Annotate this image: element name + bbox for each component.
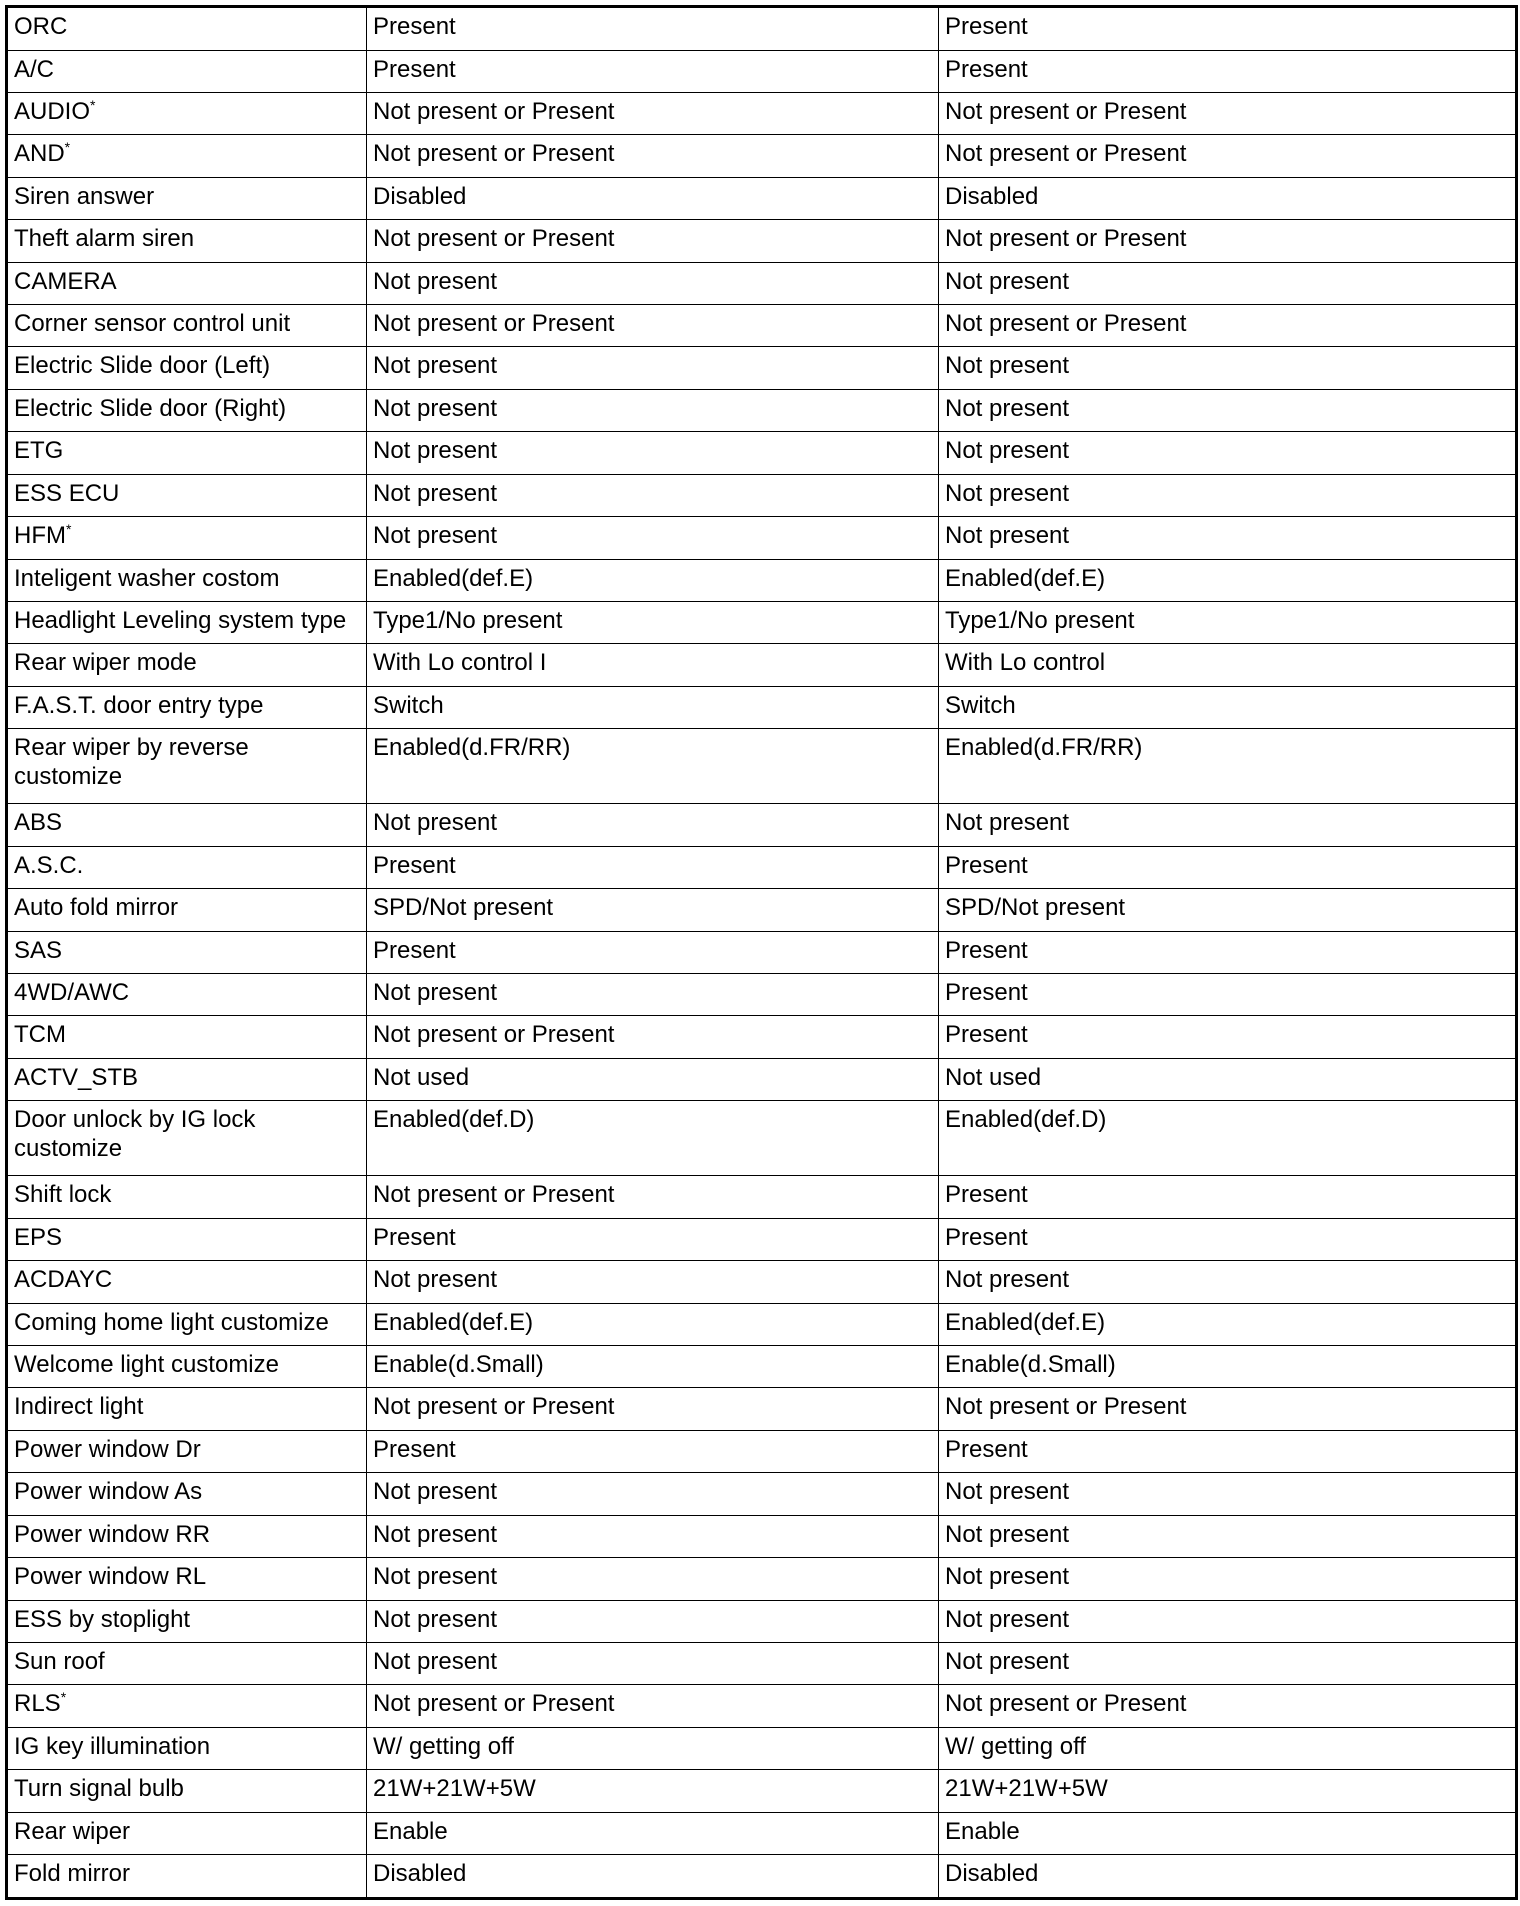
value-cell-col2: Not present or Present [367, 92, 939, 134]
value-cell-col3: Present [939, 846, 1517, 888]
value-cell-col3: Not present or Present [939, 1685, 1517, 1727]
table-row [7, 1101, 1517, 1176]
value-cell-col3: Not present [939, 474, 1517, 516]
value-cell-col3: Present [939, 974, 1517, 1016]
table-row [7, 559, 1517, 601]
item-name: Fold mirror [14, 1860, 131, 1888]
table-row [7, 517, 1517, 559]
value-cell-col2: Disabled [367, 1855, 939, 1899]
item-name-cell [7, 974, 367, 1016]
table-row [7, 220, 1517, 262]
value-cell-col2: Not present or Present [367, 1176, 939, 1218]
value-cell-col2: Present [367, 50, 939, 92]
value-cell-col3: Enabled(d.FR/RR) [939, 729, 1517, 804]
value-cell-col2: Not present [367, 1642, 939, 1684]
table-row [7, 135, 1517, 177]
item-name-cell [7, 262, 367, 304]
item-name-cell [7, 1855, 367, 1899]
item-name-cell [7, 1770, 367, 1812]
item-name: CAMERA [14, 267, 117, 295]
value-cell-col2: Not present [367, 517, 939, 559]
value-cell-col3: Not present or Present [939, 220, 1517, 262]
item-name: RLS [14, 1690, 61, 1718]
item-name-cell [7, 602, 367, 644]
table-row [7, 1855, 1517, 1899]
footnote-marker: * [90, 96, 96, 113]
footnote-marker: * [64, 139, 71, 156]
table-row [7, 305, 1517, 347]
item-name-cell [7, 1473, 367, 1515]
value-cell-col3: Present [939, 50, 1517, 92]
item-name: EPS [14, 1223, 63, 1251]
item-name-cell [7, 50, 367, 92]
footnote-marker: * [60, 1689, 67, 1706]
table-row [7, 1473, 1517, 1515]
item-name-cell [7, 1261, 367, 1303]
item-name-cell [7, 644, 367, 686]
value-cell-col2: Not present [367, 1261, 939, 1303]
value-cell-col3: Not present [939, 804, 1517, 846]
item-name-cell [7, 889, 367, 931]
table-row [7, 1430, 1517, 1472]
value-cell-col2: Not present [367, 474, 939, 516]
item-name: A.S.C. [14, 851, 84, 879]
value-cell-col2: With Lo control I [367, 644, 939, 686]
value-cell-col3: Not present [939, 262, 1517, 304]
table-row [7, 92, 1517, 134]
item-name-cell [7, 1812, 367, 1854]
item-name-cell [7, 1685, 367, 1727]
item-name: Electric Slide door (Left) [14, 352, 271, 380]
item-name-cell [7, 347, 367, 389]
value-cell-col2: Not present or Present [367, 1388, 939, 1430]
value-cell-col3: Present [939, 1218, 1517, 1260]
value-cell-col2: 21W+21W+5W [367, 1770, 939, 1812]
table-row [7, 1346, 1517, 1388]
item-name-cell [7, 135, 367, 177]
table-row [7, 177, 1517, 219]
value-cell-col3: Not present [939, 347, 1517, 389]
table-row [7, 974, 1517, 1016]
value-cell-col2: SPD/Not present [367, 889, 939, 931]
value-cell-col2: Not present [367, 432, 939, 474]
item-name: Indirect light [14, 1393, 144, 1421]
value-cell-col2: Present [367, 931, 939, 973]
item-name: Power window RL [14, 1563, 207, 1591]
value-cell-col3: Not present [939, 1600, 1517, 1642]
table-row [7, 931, 1517, 973]
value-cell-col2: Not used [367, 1058, 939, 1100]
item-name-cell [7, 1346, 367, 1388]
value-cell-col3: Present [939, 1430, 1517, 1472]
value-cell-col2: Present [367, 1218, 939, 1260]
item-name-cell [7, 1218, 367, 1260]
item-name: Siren answer [14, 182, 155, 210]
item-name-cell [7, 1388, 367, 1430]
item-name-cell [7, 1101, 367, 1176]
value-cell-col3: Enable [939, 1812, 1517, 1854]
item-name-cell [7, 686, 367, 728]
table-row [7, 7, 1517, 51]
item-name-cell [7, 804, 367, 846]
value-cell-col2: Not present [367, 804, 939, 846]
item-name: ABS [14, 809, 63, 837]
value-cell-col3: SPD/Not present [939, 889, 1517, 931]
value-cell-col3: Present [939, 7, 1517, 51]
value-cell-col2: Not present [367, 1600, 939, 1642]
item-name-cell [7, 220, 367, 262]
value-cell-col3: Enabled(def.E) [939, 1303, 1517, 1345]
item-name: ESS ECU [14, 479, 120, 507]
value-cell-col3: Present [939, 1016, 1517, 1058]
value-cell-col3: 21W+21W+5W [939, 1770, 1517, 1812]
item-name: ORC [14, 13, 68, 40]
table-row [7, 1058, 1517, 1100]
table-row [7, 644, 1517, 686]
item-name-cell [7, 432, 367, 474]
value-cell-col3: Not present [939, 1642, 1517, 1684]
item-name: Headlight Leveling system type [14, 607, 347, 634]
item-name: Corner sensor control unit [14, 310, 291, 338]
value-cell-col2: Present [367, 1430, 939, 1472]
table-row [7, 1388, 1517, 1430]
value-cell-col3: W/ getting off [939, 1727, 1517, 1769]
value-cell-col2: Enabled(def.E) [367, 1303, 939, 1345]
item-name-cell [7, 389, 367, 431]
item-name-cell [7, 1430, 367, 1472]
table-row [7, 1600, 1517, 1642]
value-cell-col2: Not present or Present [367, 135, 939, 177]
item-name-cell [7, 305, 367, 347]
value-cell-col3: Not present or Present [939, 1388, 1517, 1430]
item-name-cell [7, 1058, 367, 1100]
value-cell-col3: Not present [939, 517, 1517, 559]
table-row [7, 602, 1517, 644]
value-cell-col2: Type1/No present [367, 602, 939, 644]
table-row [7, 389, 1517, 431]
table-row [7, 729, 1517, 804]
table-row [7, 1515, 1517, 1557]
table-row [7, 1727, 1517, 1769]
value-cell-col2: Enabled(d.FR/RR) [367, 729, 939, 804]
item-name: Rear wiper mode [14, 649, 197, 677]
item-name: Inteligent washer costom [14, 564, 280, 592]
value-cell-col2: Enabled(def.D) [367, 1101, 939, 1176]
item-name: Power window Dr [14, 1435, 201, 1463]
table-row [7, 686, 1517, 728]
item-name-cell [7, 517, 367, 559]
value-cell-col2: Not present or Present [367, 1685, 939, 1727]
item-name: ACDAYC [14, 1266, 113, 1294]
item-name-cell [7, 1727, 367, 1769]
item-name-cell [7, 559, 367, 601]
value-cell-col3: Not present or Present [939, 135, 1517, 177]
item-name: ESS by stoplight [14, 1605, 191, 1633]
value-cell-col2: Not present [367, 1473, 939, 1515]
table-row [7, 1770, 1517, 1812]
item-name: TCM [14, 1021, 66, 1049]
value-cell-col3: Not present [939, 1473, 1517, 1515]
item-name: Power window As [14, 1478, 203, 1506]
value-cell-col2: W/ getting off [367, 1727, 939, 1769]
table-row [7, 804, 1517, 846]
item-name: AND [14, 140, 65, 168]
item-name-cell [7, 1600, 367, 1642]
value-cell-col3: Present [939, 931, 1517, 973]
item-name-cell [7, 474, 367, 516]
table-row [7, 347, 1517, 389]
item-name: ACTV_STB [14, 1063, 139, 1091]
value-cell-col2: Enable [367, 1812, 939, 1854]
value-cell-col3: Not present or Present [939, 92, 1517, 134]
value-cell-col3: Type1/No present [939, 602, 1517, 644]
table-body [7, 7, 1517, 1899]
item-name: AUDIO [14, 97, 91, 125]
item-name-cell [7, 1303, 367, 1345]
item-name-cell [7, 931, 367, 973]
item-name-cell [7, 846, 367, 888]
value-cell-col2: Not present [367, 974, 939, 1016]
item-name: Electric Slide door (Right) [14, 394, 287, 422]
value-cell-col3: Not present or Present [939, 305, 1517, 347]
value-cell-col2: Not present [367, 347, 939, 389]
value-cell-col3: Not present [939, 1515, 1517, 1557]
footnote-marker: * [65, 521, 72, 538]
value-cell-col3: Not used [939, 1058, 1517, 1100]
item-name-cell [7, 1642, 367, 1684]
value-cell-col3: Not present [939, 1558, 1517, 1600]
item-name: Door unlock by IG lock customize [14, 1106, 256, 1163]
item-name-cell [7, 729, 367, 804]
item-name: ETG [14, 437, 64, 465]
value-cell-col2: Enable(d.Small) [367, 1346, 939, 1388]
item-name: Sun roof [14, 1647, 105, 1675]
table-row [7, 50, 1517, 92]
table-row [7, 889, 1517, 931]
value-cell-col3: Not present [939, 389, 1517, 431]
item-name-cell [7, 1515, 367, 1557]
table-row [7, 1812, 1517, 1854]
specification-sheet [5, 5, 1515, 1900]
value-cell-col3: Disabled [939, 177, 1517, 219]
value-cell-col2: Not present or Present [367, 220, 939, 262]
value-cell-col3: Not present [939, 1261, 1517, 1303]
value-cell-col2: Not present [367, 389, 939, 431]
table-row [7, 1685, 1517, 1727]
item-name-cell [7, 7, 367, 51]
table-row [7, 1016, 1517, 1058]
table-row [7, 1176, 1517, 1218]
item-name: HFM [14, 522, 66, 550]
item-name: Coming home light customize [14, 1308, 329, 1336]
item-name: Power window RR [14, 1520, 211, 1548]
item-name: IG key illumination [14, 1732, 211, 1760]
table-row [7, 1218, 1517, 1260]
item-name: A/C [14, 55, 55, 83]
value-cell-col2: Not present or Present [367, 305, 939, 347]
item-name: Rear wiper by reverse customize [14, 734, 249, 791]
value-cell-col2: Not present [367, 1515, 939, 1557]
value-cell-col2: Switch [367, 686, 939, 728]
value-cell-col3: Enabled(def.E) [939, 559, 1517, 601]
item-name: Turn signal bulb [14, 1775, 184, 1803]
item-name-cell [7, 1558, 367, 1600]
value-cell-col2: Not present [367, 1558, 939, 1600]
value-cell-col3: Enabled(def.D) [939, 1101, 1517, 1176]
item-name-cell [7, 177, 367, 219]
table-row [7, 1303, 1517, 1345]
configuration-table [5, 5, 1518, 1900]
value-cell-col3: Disabled [939, 1855, 1517, 1899]
value-cell-col2: Not present or Present [367, 1016, 939, 1058]
table-row [7, 1642, 1517, 1684]
value-cell-col2: Present [367, 846, 939, 888]
table-row [7, 474, 1517, 516]
table-row [7, 846, 1517, 888]
value-cell-col3: Enable(d.Small) [939, 1346, 1517, 1388]
item-name: Shift lock [14, 1181, 112, 1209]
value-cell-col2: Not present [367, 262, 939, 304]
value-cell-col2: Disabled [367, 177, 939, 219]
value-cell-col3: With Lo control [939, 644, 1517, 686]
item-name: 4WD/AWC [14, 979, 130, 1007]
item-name-cell [7, 1016, 367, 1058]
item-name: SAS [14, 936, 63, 964]
value-cell-col2: Present [367, 7, 939, 51]
item-name-cell [7, 92, 367, 134]
table-row [7, 262, 1517, 304]
item-name: Rear wiper [14, 1817, 131, 1845]
value-cell-col3: Switch [939, 686, 1517, 728]
value-cell-col3: Not present [939, 432, 1517, 474]
item-name: Welcome light customize [14, 1351, 279, 1379]
table-row [7, 1558, 1517, 1600]
value-cell-col2: Enabled(def.E) [367, 559, 939, 601]
item-name-cell [7, 1176, 367, 1218]
item-name: F.A.S.T. door entry type [14, 691, 264, 719]
table-row [7, 432, 1517, 474]
item-name: Auto fold mirror [14, 894, 179, 922]
table-row [7, 1261, 1517, 1303]
value-cell-col3: Present [939, 1176, 1517, 1218]
item-name: Theft alarm siren [14, 225, 195, 253]
